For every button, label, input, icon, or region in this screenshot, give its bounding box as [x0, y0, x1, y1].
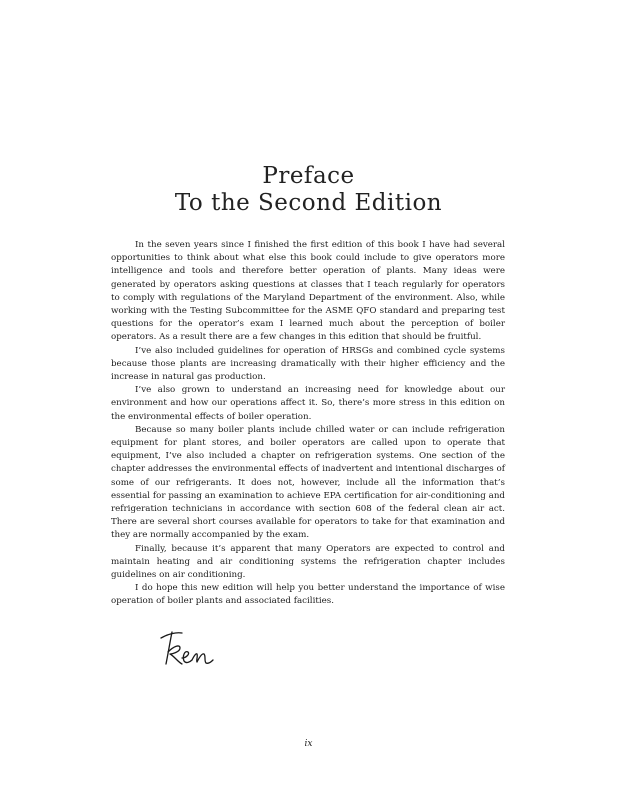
page-number: ix — [304, 739, 313, 749]
paragraph: In the seven years since I finished the first edition of this book I have had several opportunities to think about what else this book could include to give operators more intelligence and tools and therefore better operation of plants. Many ideas were generated by operators asking questions at classes that I teach regularly for operators to comply with regulations of the Maryland Department of the environment. Also, while working with the Testing Subcommittee for the ASME QFO standard and preparing test questions for the operator’s exam I learned much about the perception of boiler operators. As a result there are a few changes in this edition that should be fruitful. — [111, 240, 505, 343]
page-subtitle: To the Second Edition — [174, 190, 443, 216]
paragraph: Finally, because it’s apparent that many Operators are expected to control and maintain heating and air conditioning systems the refrigeration chapter includes guidelines on air conditioning. — [111, 543, 505, 581]
paragraph: I’ve also grown to understand an increasing need for knowledge about our environment and how our operations affect it. So, there’s more stress in this edition on the environmental effects of boiler operation. — [111, 385, 505, 422]
preface-body — [111, 239, 505, 609]
handwritten-signature — [158, 628, 218, 670]
page-title: Preface — [262, 163, 355, 189]
paragraph: Because so many boiler plants include chilled water or can include refrigeration equipment for plant stores, and boiler operators are called upon to operate that equipment, I’ve also included a chapter on refrigeration systems. One section of the chapter addresses the environmental effects of inadvertent and intentional discharges of some of our refrigerants. It does not, however, include all the information that’s essential for passing an examination to achieve EPA certification for air-conditioning and refrigeration technicians in accordance with section 608 of the federal clean air act. There are several short courses available for operators to take for that examination and they are normally accompanied by the exam. — [111, 424, 505, 541]
paragraph: I’ve also included guidelines for operation of HRSGs and combined cycle systems because those plants are increasing dramatically with their higher efficiency and the increase in natural gas production. — [111, 345, 505, 383]
paragraph: I do hope this new edition will help you better understand the importance of wise operation of boiler plants and associated facilities. — [111, 583, 505, 607]
